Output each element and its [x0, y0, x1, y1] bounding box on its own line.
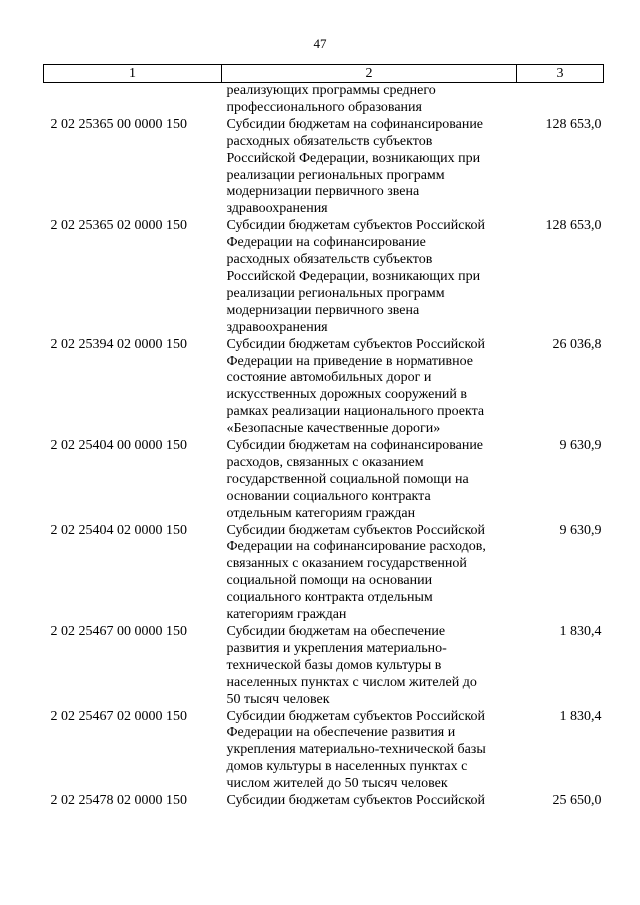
text-line: домов культуры в населенных пунктах с: [226, 759, 468, 775]
text-line: реализующих программы среднего: [226, 83, 436, 98]
table-row: [44, 709, 604, 794]
text-line: государственной социальной помощи на: [226, 471, 469, 487]
budget-amount: 128 653,0: [545, 218, 602, 234]
column-header-3: 3: [517, 65, 604, 83]
text-line: населенных пунктах с числом жителей до: [226, 674, 477, 690]
text-line: Субсидии бюджетам субъектов Российской: [226, 793, 486, 809]
text-line: категориям граждан: [226, 607, 347, 623]
text-line: «Безопасные качественные дороги»: [226, 421, 441, 437]
budget-item-name: [222, 523, 517, 624]
budget-amount: 26 036,8: [552, 336, 602, 352]
text-line: модернизации первичного звена: [226, 184, 420, 200]
text-line: рамках реализации национального проекта: [226, 404, 485, 420]
table-row: [44, 438, 604, 523]
budget-item-name: [222, 624, 517, 709]
budget-code: 2 02 25394 02 0000 150: [50, 336, 187, 352]
table-row: [44, 337, 604, 438]
text-line: 50 тысяч человек: [226, 691, 330, 707]
budget-amount: 9 630,9: [559, 438, 602, 454]
table-row: [44, 624, 604, 709]
text-line: Федерации на софинансирование: [226, 235, 426, 251]
text-line: реализации региональных программ: [226, 285, 445, 301]
text-line: Федерации на обеспечение развития и: [226, 725, 456, 741]
continuation-text: [222, 83, 517, 117]
budget-item-name: [222, 709, 517, 794]
text-line: Федерации на приведение в нормативное: [226, 353, 474, 369]
budget-amount: 1 830,4: [559, 708, 602, 724]
budget-item-name: [222, 218, 517, 336]
text-line: основании социального контракта: [226, 488, 431, 504]
table-row: [44, 117, 604, 218]
budget-amount: 9 630,9: [559, 522, 602, 538]
text-line: Субсидии бюджетам субъектов Российской: [226, 336, 486, 352]
text-line: Субсидии бюджетам субъектов Российской: [226, 522, 486, 538]
text-line: Российской Федерации, возникающих при: [226, 150, 481, 166]
column-header-1: 1: [44, 65, 222, 83]
text-line: Субсидии бюджетам на обеспечение: [226, 624, 446, 639]
text-line: расходов, связанных с оказанием: [226, 454, 424, 470]
budget-code: 2 02 25404 02 0000 150: [50, 522, 187, 538]
text-line: модернизации первичного звена: [226, 302, 420, 318]
budget-item-name: [222, 117, 517, 218]
budget-amount: 128 653,0: [545, 116, 602, 132]
budget-code: 2 02 25365 02 0000 150: [50, 218, 187, 234]
text-line: здравоохранения: [226, 201, 328, 217]
text-line: профессионального образования: [226, 99, 422, 115]
budget-item-name: [222, 438, 517, 523]
text-line: здравоохранения: [226, 319, 328, 335]
text-line: Российской Федерации, возникающих при: [226, 268, 481, 284]
text-line: искусственных дорожных сооружений в: [226, 387, 467, 403]
page-number: 47: [313, 36, 327, 51]
budget-item-name: [222, 793, 517, 810]
text-line: числом жителей до 50 тысяч человек: [226, 776, 448, 792]
text-line: технической базы домов культуры в: [226, 657, 442, 673]
text-line: реализации региональных программ: [226, 167, 445, 183]
text-line: развития и укрепления материально-: [226, 640, 447, 656]
text-line: Федерации на софинансирование расходов,: [226, 539, 486, 555]
text-line: отдельным категориям граждан: [226, 505, 416, 521]
budget-amount: 1 830,4: [559, 624, 602, 639]
budget-code: 2 02 25478 02 0000 150: [50, 793, 187, 809]
table-body: [44, 83, 604, 810]
table-header-row: [44, 65, 604, 83]
text-line: связанных с оказанием государственной: [226, 556, 467, 572]
table-row: [44, 218, 604, 336]
budget-code: 2 02 25467 00 0000 150: [50, 624, 187, 639]
continuation-row: [44, 83, 604, 117]
text-line: расходных обязательств субъектов: [226, 133, 433, 149]
text-line: расходных обязательств субъектов: [226, 252, 433, 268]
table-row: [44, 523, 604, 624]
budget-item-name: [222, 337, 517, 438]
budget-code: 2 02 25467 02 0000 150: [50, 708, 187, 724]
table-row: [44, 793, 604, 810]
budget-table: [43, 64, 604, 810]
text-line: социального контракта отдельным: [226, 590, 433, 606]
text-line: Субсидии бюджетам субъектов Российской: [226, 708, 486, 724]
text-line: социальной помощи на основании: [226, 573, 433, 589]
text-line: укрепления материально-технической базы: [226, 742, 486, 758]
budget-code: 2 02 25365 00 0000 150: [50, 116, 187, 132]
text-line: Субсидии бюджетам на софинансирование: [226, 438, 484, 454]
column-header-2: 2: [222, 65, 517, 83]
budget-code: 2 02 25404 00 0000 150: [50, 438, 187, 454]
text-line: Субсидии бюджетам субъектов Российской: [226, 218, 486, 234]
text-line: Субсидии бюджетам на софинансирование: [226, 116, 484, 132]
budget-amount: 25 650,0: [552, 793, 602, 809]
text-line: состояние автомобильных дорог и: [226, 370, 432, 386]
